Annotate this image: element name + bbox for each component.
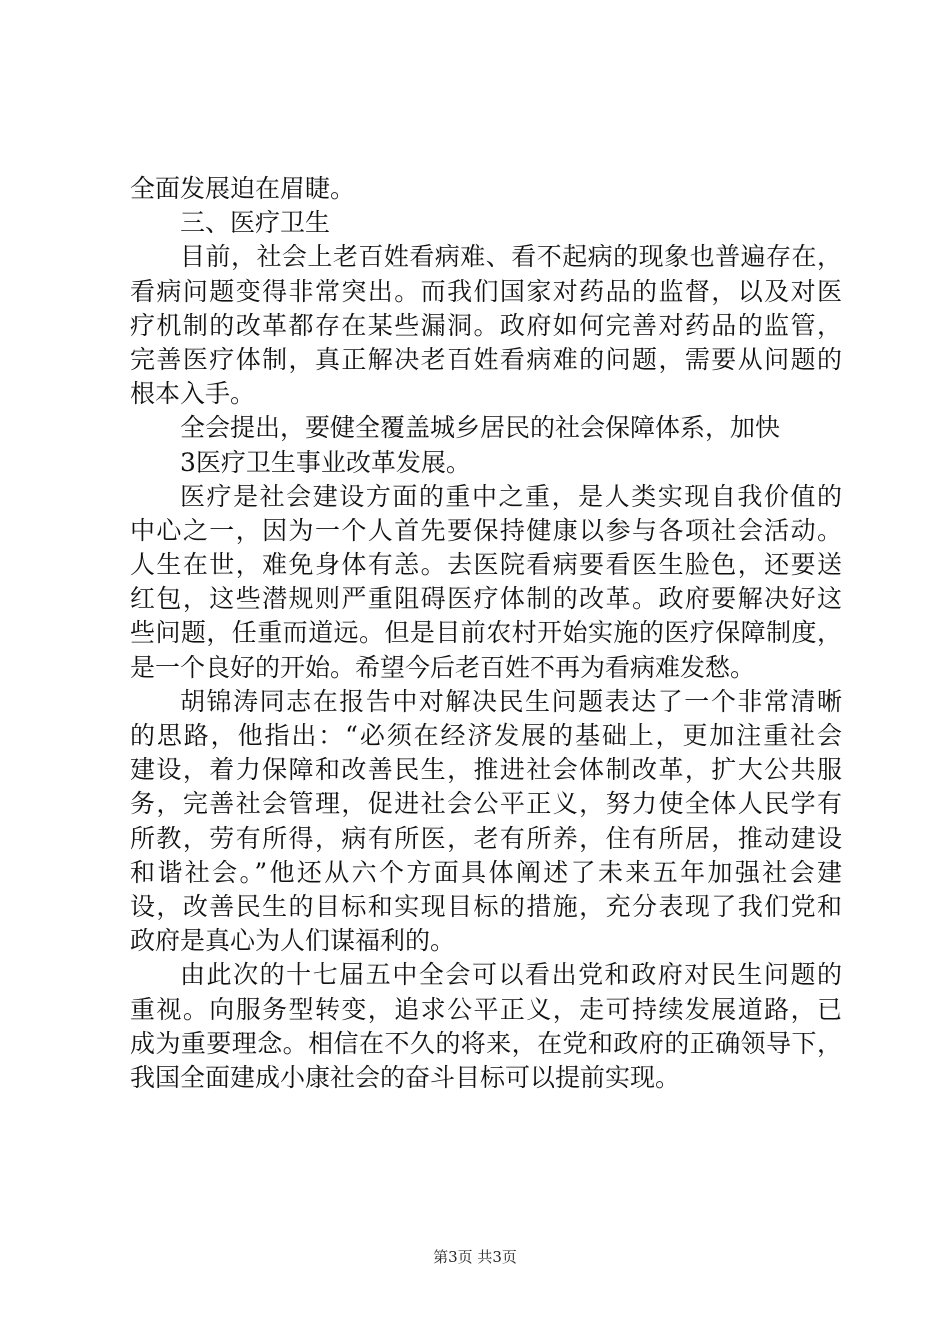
section-heading: 三、医疗卫生 xyxy=(180,208,331,238)
text-line: 人生在世，难免身体有恙。去医院看病要看医生脸色，还要送 xyxy=(130,550,842,580)
text-line: 设，改善民生的目标和实现目标的措施，充分表现了我们党和 xyxy=(130,891,842,921)
text-line: 医疗是社会建设方面的重中之重，是人类实现自我价值的 xyxy=(180,481,842,511)
text-line: 些问题，任重而道远。但是目前农村开始实施的医疗保障制度， xyxy=(130,618,842,648)
page-footer xyxy=(0,1246,950,1267)
body-text xyxy=(130,172,842,1095)
text-line: 和谐社会。”他还从六个方面具体阐述了未来五年加强社会建 xyxy=(130,857,842,887)
text-line: 我国全面建成小康社会的奋斗目标可以提前实现。 xyxy=(130,1062,681,1092)
text-line: 的思路，他指出：“必须在经济发展的基础上，更加注重社会 xyxy=(130,721,842,750)
text-line: 政府是真心为人们谋福利的。 xyxy=(130,926,456,956)
text-line: 全面发展迫在眉睫。 xyxy=(130,174,356,203)
text-line: 由此次的十七届五中全会可以看出党和政府对民生问题的 xyxy=(180,960,842,990)
text-line: 红包，这些潜规则严重阻碍医疗体制的改革。政府要解决好这 xyxy=(130,584,842,614)
text-line: 重视。向服务型转变，追求公平正义，走可持续发展道路，已 xyxy=(130,994,842,1024)
text-line: 看病问题变得非常突出。而我们国家对药品的监督，以及对医 xyxy=(130,276,842,306)
text-line: 胡锦涛同志在报告中对解决民生问题表达了一个非常清晰 xyxy=(180,686,842,716)
text-line: 完善医疗体制，真正解决老百姓看病难的问题，需要从问题的 xyxy=(130,344,842,374)
text-line: 务，完善社会管理，促进社会公平正义，努力使全体人民学有 xyxy=(130,789,842,819)
page-number: 第3页 共3页 xyxy=(433,1248,517,1266)
text-line: 全会提出，要健全覆盖城乡居民的社会保障体系，加快 xyxy=(180,413,781,443)
text-line: 根本入手。 xyxy=(130,379,256,409)
text-line: 成为重要理念。相信在不久的将来，在党和政府的正确领导下， xyxy=(130,1028,842,1058)
text-line: 目前，社会上老百姓看病难、看不起病的现象也普遍存在， xyxy=(180,242,842,272)
text-line: 所教，劳有所得，病有所医，老有所养，住有所居，推动建设 xyxy=(130,823,842,853)
text-line: 建设，着力保障和改善民生，推进社会体制改革，扩大公共服 xyxy=(130,755,842,785)
text-line: 疗机制的改革都存在某些漏洞。政府如何完善对药品的监管， xyxy=(130,310,842,340)
text-line: 中心之一，因为一个人首先要保持健康以参与各项社会活动。 xyxy=(130,515,842,545)
text-line: 3医疗卫生事业改革发展。 xyxy=(180,447,471,477)
text-line: 是一个良好的开始。希望今后老百姓不再为看病难发愁。 xyxy=(130,652,756,682)
